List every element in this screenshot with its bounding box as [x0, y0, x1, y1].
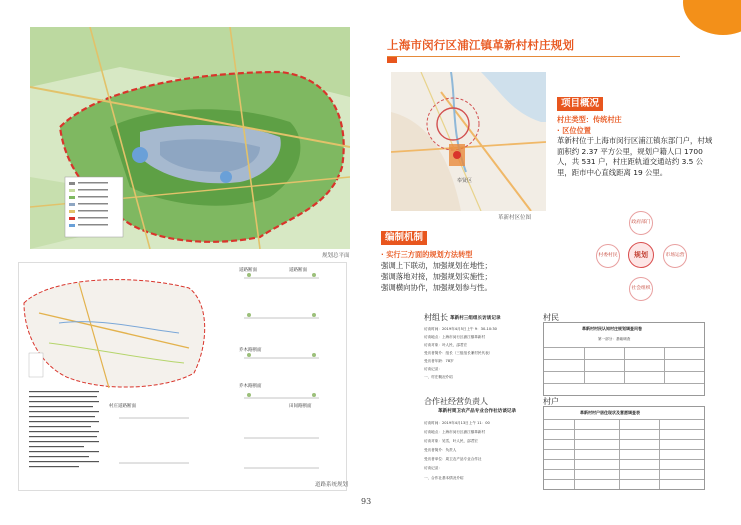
- group-leader-doc-line-6: 访谈记录：: [424, 367, 442, 371]
- page-title: 上海市闵行区浦江镇革新村村庄规划: [387, 38, 575, 52]
- diagram-node-villagers: 村委村民: [596, 244, 620, 268]
- corner-decoration: [683, 0, 741, 35]
- coop-leader-doc-line-6: 访谈记录：: [424, 466, 442, 470]
- mechanism-subheading: · 实行三方面的规划方法转型: [381, 250, 473, 259]
- road-section-label-5: 村庄道路断面: [109, 404, 136, 409]
- title-marker: [387, 57, 397, 63]
- road-plan-drawing: [19, 263, 349, 490]
- villager-survey-title: 革新村村民认知村庄规划调查问卷: [582, 326, 642, 331]
- group-leader-doc-line-4: 受访者简介：组长（三组组长兼村民代表）: [424, 351, 493, 355]
- location-map: [391, 72, 546, 211]
- coop-leader-doc-line-1: 访谈时间：2019年4月13日上午 11：00: [424, 421, 490, 425]
- mechanism-line-3: 强调横向协作，加强规划参与性。: [381, 283, 492, 292]
- coop-leader-doc-line-5: 受访者单位：周卫农产品专业合作社: [424, 457, 482, 461]
- group-leader-doc-line-3: 访谈对象：叶人民，邵君宏: [424, 343, 468, 347]
- page-number: 93: [361, 497, 372, 506]
- mechanism-line-2: 强调落地对接，加强规划实施性；: [381, 272, 492, 281]
- coop-leader-doc-line-4: 受访者简介：负责人: [424, 448, 457, 452]
- mechanism-line-1: 强调上下联动，加强规划在地性；: [381, 261, 492, 270]
- household-label: 村户: [543, 397, 559, 406]
- villager-survey-form: [543, 322, 705, 396]
- group-leader-doc-line-2: 访谈地点：上海市闵行区浦江镇革新村: [424, 335, 486, 339]
- plan-map-caption: 规划总平面: [322, 253, 350, 259]
- group-leader-doc-line-1: 访谈时间：2019年4月5日上午 9：30-10:30: [424, 327, 497, 331]
- diagram-center-planning: 规划: [628, 242, 654, 268]
- coop-leader-doc-line-2: 访谈地点：上海市闵行区浦江镇革新村: [424, 430, 486, 434]
- road-section-label-6: 田间路断面: [289, 404, 312, 409]
- coop-leader-doc-line-7: 一、合作社基本情况介绍: [424, 476, 464, 480]
- road-system-plan: [18, 262, 347, 491]
- master-plan-drawing: [30, 27, 350, 249]
- location-map-caption: 革新村区位图: [498, 215, 532, 221]
- road-plan-caption: 道路系统规划: [315, 482, 349, 488]
- road-section-label-4: 乔木路断面: [239, 384, 262, 389]
- villager-label: 村民: [543, 313, 559, 322]
- household-survey-form: [543, 406, 705, 490]
- location-map-district-label: 奉贤区: [457, 178, 473, 184]
- coop-leader-label: 合作社经营负责人: [424, 397, 488, 406]
- master-plan-map: [30, 27, 350, 249]
- road-section-label-2: 道路断面: [289, 268, 307, 273]
- group-leader-doc-line-5: 受访者年龄：78岁: [424, 359, 454, 363]
- diagram-node-market: 市场运营: [663, 244, 687, 268]
- household-survey-title: 革新村村户居住现状及意愿调查表: [580, 410, 640, 415]
- location-heading: · 区位位置: [557, 126, 591, 135]
- road-section-label-3: 乔木路断面: [239, 348, 262, 353]
- mechanism-heading: 编制机制: [381, 231, 427, 245]
- village-type-label: 村庄类型：传统村庄: [557, 115, 622, 124]
- group-leader-doc-title: 革新村三组组长访谈记录: [450, 316, 501, 321]
- diagram-node-social: 社会组织: [629, 277, 653, 301]
- project-overview-heading: 项目概况: [557, 97, 603, 111]
- road-section-label-1: 道路断面: [239, 268, 257, 273]
- location-map-drawing: [391, 72, 546, 211]
- coop-leader-doc-title: 革新村周卫农产品专业合作社访谈记录: [438, 409, 517, 414]
- diagram-node-government: 政府部门: [629, 211, 653, 235]
- villager-survey-subtitle: 第一部分：基础调查: [598, 337, 631, 341]
- group-leader-label: 村组长: [424, 313, 448, 322]
- coop-leader-doc-line-3: 访谈对象：吴雪，叶人民，邵君宏: [424, 439, 478, 443]
- title-underline: [387, 56, 680, 57]
- project-description: 革新村位于上海市闵行区浦江镇东部门户，村域面积约 2.37 平方公里，规划户籍人口 1700 人，共 531 户，村庄距轨道交通站约 3.5 公里，距市中心直线距离 19 公里。: [557, 136, 713, 177]
- group-leader-doc-line-7: 一、村庄概况介绍: [424, 375, 453, 379]
